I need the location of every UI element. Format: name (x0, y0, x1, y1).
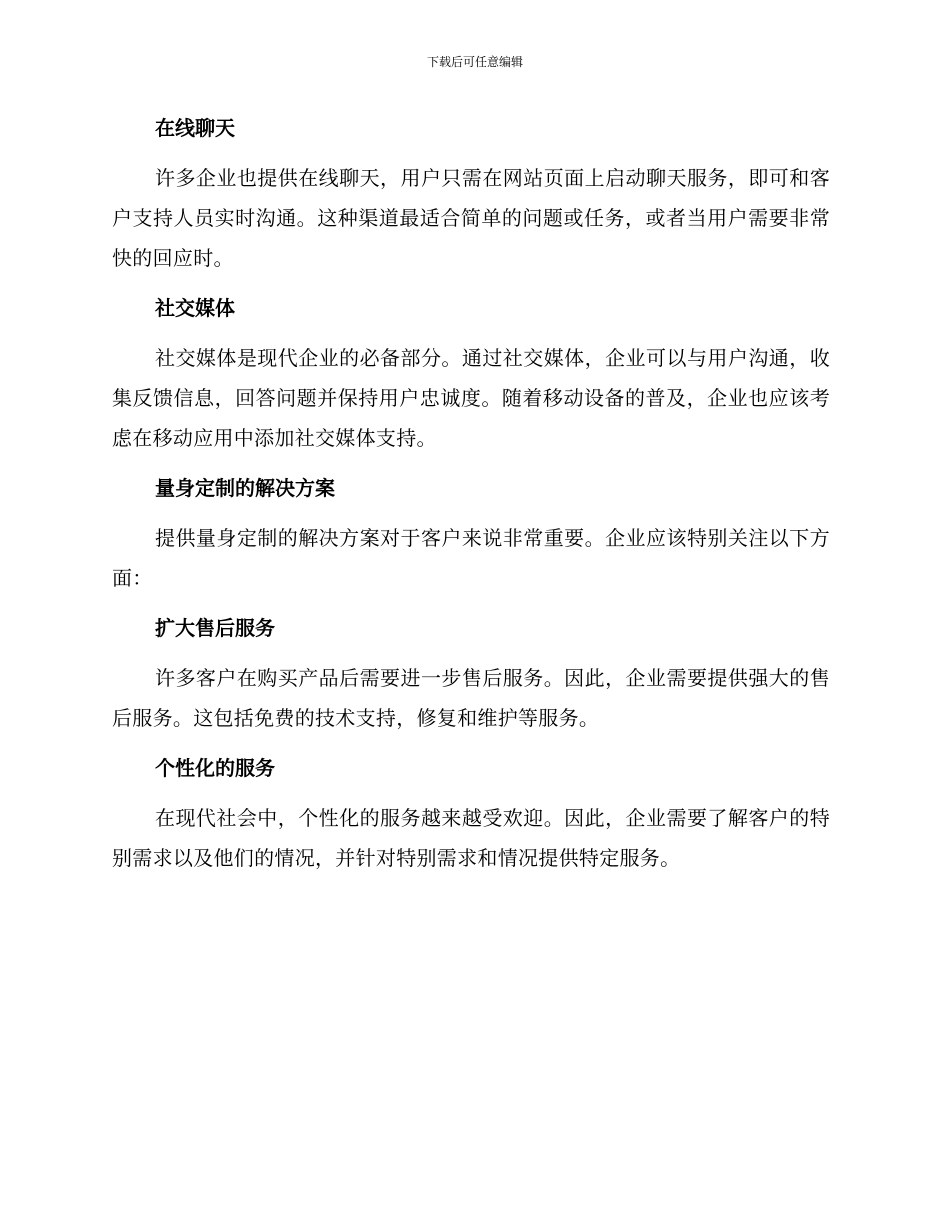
section-online-chat (112, 110, 830, 278)
section-paragraph: 在现代社会中，个性化的服务越来越受欢迎。因此，企业需要了解客户的特别需求以及他们的情况，并针对特别需求和情况提供特定服务。 (112, 806, 830, 870)
section-heading: 个性化的服务 (155, 756, 275, 780)
section-heading: 在线聊天 (155, 116, 235, 140)
section-paragraph: 许多企业也提供在线聊天，用户只需在网站页面上启动聊天服务，即可和客户支持人员实时沟通。这种渠道最适合简单的问题或任务，或者当用户需要非常快的回应时。 (112, 166, 830, 270)
section-social-media (112, 290, 830, 458)
section-personalized-service (112, 750, 830, 878)
section-heading: 量身定制的解决方案 (155, 476, 335, 500)
page-header: 下载后可任意编辑 (426, 55, 523, 69)
section-paragraph: 许多客户在购买产品后需要进一步售后服务。因此，企业需要提供强大的售后服务。这包括免费的技术支持，修复和维护等服务。 (112, 666, 830, 730)
document-body (112, 110, 830, 890)
section-paragraph: 社交媒体是现代企业的必备部分。通过社交媒体，企业可以与用户沟通，收集反馈信息，回答问题并保持用户忠诚度。随着移动设备的普及，企业也应该考虑在移动应用中添加社交媒体支持。 (112, 346, 830, 450)
section-after-sales (112, 610, 830, 738)
section-heading: 扩大售后服务 (155, 616, 275, 640)
section-tailored-solutions (112, 470, 830, 598)
section-heading: 社交媒体 (155, 296, 235, 320)
section-paragraph: 提供量身定制的解决方案对于客户来说非常重要。企业应该特别关注以下方面： (112, 526, 830, 590)
